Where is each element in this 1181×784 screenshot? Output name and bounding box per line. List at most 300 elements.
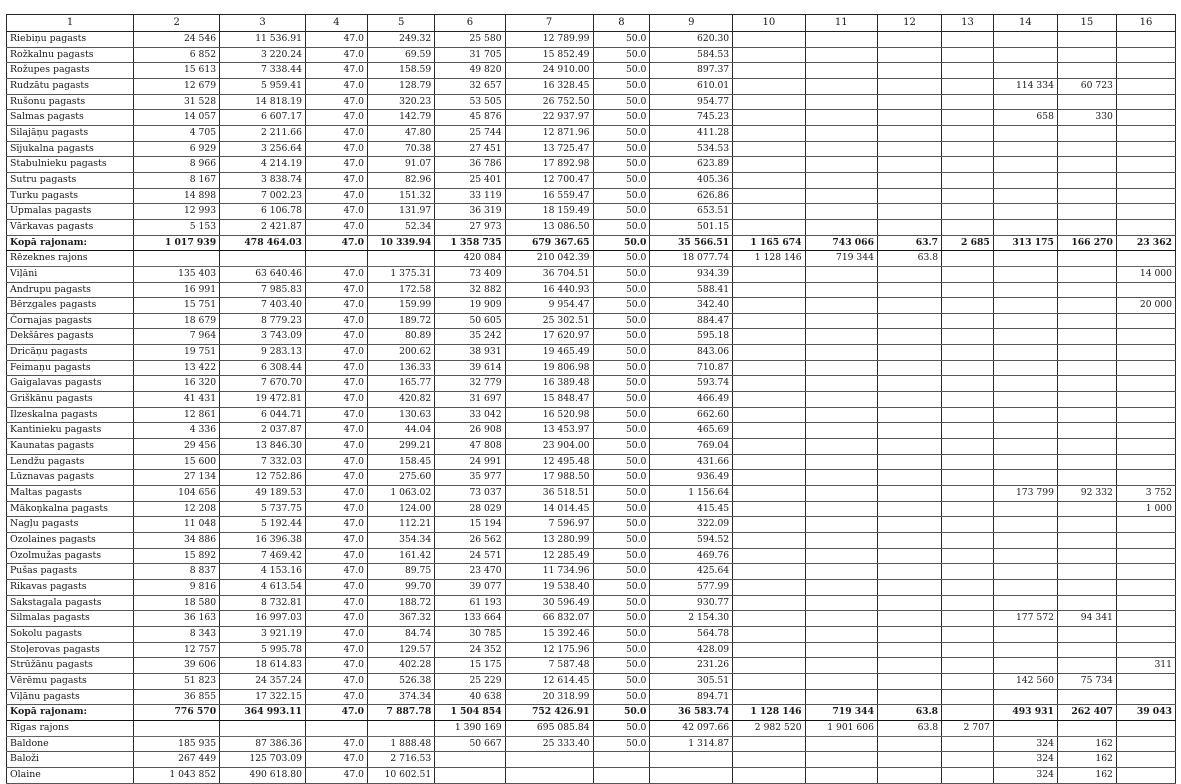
value-cell-col-15 bbox=[1057, 345, 1116, 361]
value-cell-col-10 bbox=[733, 673, 805, 689]
value-cell-col-12 bbox=[877, 501, 941, 517]
value-cell-col-13 bbox=[942, 626, 994, 642]
value-cell-col-4: 47.0 bbox=[305, 579, 367, 595]
value-cell-col-3: 5 192.44 bbox=[220, 517, 306, 533]
value-cell-col-6: 32 657 bbox=[435, 78, 505, 94]
value-cell-col-14 bbox=[993, 564, 1057, 580]
value-cell-col-8: 50.0 bbox=[593, 579, 650, 595]
value-cell-col-7: 12 175.96 bbox=[505, 642, 593, 658]
value-cell-col-3: 364 993.11 bbox=[220, 705, 306, 721]
value-cell-col-16 bbox=[1116, 611, 1175, 627]
value-cell-col-9: 501.15 bbox=[650, 219, 733, 235]
value-cell-col-5: 130.63 bbox=[368, 407, 435, 423]
value-cell-col-16: 20 000 bbox=[1116, 298, 1175, 314]
value-cell-col-14 bbox=[993, 266, 1057, 282]
value-cell-col-12: 63.7 bbox=[877, 235, 941, 251]
value-cell-col-13 bbox=[942, 564, 994, 580]
value-cell-col-10 bbox=[733, 32, 805, 48]
table-row bbox=[7, 767, 1176, 783]
value-cell-col-6: 50 667 bbox=[435, 736, 505, 752]
value-cell-col-12 bbox=[877, 392, 941, 408]
value-cell-col-5: 158.45 bbox=[368, 454, 435, 470]
value-cell-col-9: 231.26 bbox=[650, 658, 733, 674]
value-cell-col-5: 1 063.02 bbox=[368, 486, 435, 502]
value-cell-col-15 bbox=[1057, 658, 1116, 674]
value-cell-col-9: 710.87 bbox=[650, 360, 733, 376]
value-cell-col-5: 142.79 bbox=[368, 110, 435, 126]
value-cell-col-11 bbox=[805, 454, 877, 470]
value-cell-col-11 bbox=[805, 141, 877, 157]
value-cell-col-16: 311 bbox=[1116, 658, 1175, 674]
column-header-15: 15 bbox=[1057, 15, 1116, 32]
table-row bbox=[7, 32, 1176, 48]
value-cell-col-6: 30 785 bbox=[435, 626, 505, 642]
row-label-cell: Baloži bbox=[7, 752, 134, 768]
value-cell-col-16 bbox=[1116, 329, 1175, 345]
value-cell-col-14 bbox=[993, 407, 1057, 423]
table-row bbox=[7, 157, 1176, 173]
value-cell-col-7: 11 734.96 bbox=[505, 564, 593, 580]
value-cell-col-9: 342.40 bbox=[650, 298, 733, 314]
value-cell-col-3: 125 703.09 bbox=[220, 752, 306, 768]
value-cell-col-5 bbox=[368, 251, 435, 267]
value-cell-col-10 bbox=[733, 689, 805, 705]
value-cell-col-2: 6 852 bbox=[134, 47, 220, 63]
value-cell-col-5: 161.42 bbox=[368, 548, 435, 564]
table-row bbox=[7, 188, 1176, 204]
value-cell-col-3: 7 332.03 bbox=[220, 454, 306, 470]
table-row bbox=[7, 454, 1176, 470]
value-cell-col-7: 12 614.45 bbox=[505, 673, 593, 689]
value-cell-col-14 bbox=[993, 63, 1057, 79]
value-cell-col-12 bbox=[877, 736, 941, 752]
value-cell-col-11 bbox=[805, 47, 877, 63]
value-cell-col-14 bbox=[993, 47, 1057, 63]
value-cell-col-11 bbox=[805, 439, 877, 455]
value-cell-col-10 bbox=[733, 345, 805, 361]
value-cell-col-6: 61 193 bbox=[435, 595, 505, 611]
value-cell-col-13 bbox=[942, 752, 994, 768]
value-cell-col-13 bbox=[942, 454, 994, 470]
value-cell-col-4: 47.0 bbox=[305, 63, 367, 79]
value-cell-col-12 bbox=[877, 407, 941, 423]
value-cell-col-10 bbox=[733, 360, 805, 376]
value-cell-col-7: 15 392.46 bbox=[505, 626, 593, 642]
value-cell-col-16 bbox=[1116, 125, 1175, 141]
value-cell-col-4: 47.0 bbox=[305, 141, 367, 157]
value-cell-col-16 bbox=[1116, 533, 1175, 549]
value-cell-col-11 bbox=[805, 376, 877, 392]
value-cell-col-15 bbox=[1057, 157, 1116, 173]
value-cell-col-6 bbox=[435, 767, 505, 783]
value-cell-col-12: 63.8 bbox=[877, 705, 941, 721]
value-cell-col-6: 25 744 bbox=[435, 125, 505, 141]
table-row bbox=[7, 125, 1176, 141]
value-cell-col-12 bbox=[877, 376, 941, 392]
value-cell-col-5: 84.74 bbox=[368, 626, 435, 642]
value-cell-col-5 bbox=[368, 720, 435, 736]
value-cell-col-10 bbox=[733, 94, 805, 110]
row-label-cell: Dekšāres pagasts bbox=[7, 329, 134, 345]
value-cell-col-3: 8 732.81 bbox=[220, 595, 306, 611]
value-cell-col-10 bbox=[733, 47, 805, 63]
value-cell-col-2: 12 679 bbox=[134, 78, 220, 94]
row-label-cell: Dricāņu pagasts bbox=[7, 345, 134, 361]
value-cell-col-10 bbox=[733, 407, 805, 423]
value-cell-col-12 bbox=[877, 188, 941, 204]
value-cell-col-12 bbox=[877, 219, 941, 235]
value-cell-col-10 bbox=[733, 157, 805, 173]
value-cell-col-11 bbox=[805, 32, 877, 48]
value-cell-col-9: 936.49 bbox=[650, 470, 733, 486]
value-cell-col-5: 320.23 bbox=[368, 94, 435, 110]
table-row bbox=[7, 470, 1176, 486]
value-cell-col-8: 50.0 bbox=[593, 642, 650, 658]
value-cell-col-13 bbox=[942, 360, 994, 376]
value-cell-col-6: 47 808 bbox=[435, 439, 505, 455]
value-cell-col-8: 50.0 bbox=[593, 548, 650, 564]
value-cell-col-14: 177 572 bbox=[993, 611, 1057, 627]
value-cell-col-11 bbox=[805, 63, 877, 79]
value-cell-col-5: 10 339.94 bbox=[368, 235, 435, 251]
value-cell-col-2: 13 422 bbox=[134, 360, 220, 376]
value-cell-col-15 bbox=[1057, 720, 1116, 736]
value-cell-col-15 bbox=[1057, 251, 1116, 267]
value-cell-col-14 bbox=[993, 94, 1057, 110]
table-row bbox=[7, 360, 1176, 376]
value-cell-col-4: 47.0 bbox=[305, 392, 367, 408]
value-cell-col-5: 99.70 bbox=[368, 579, 435, 595]
value-cell-col-5: 82.96 bbox=[368, 172, 435, 188]
value-cell-col-8: 50.0 bbox=[593, 689, 650, 705]
value-cell-col-9: 662.60 bbox=[650, 407, 733, 423]
value-cell-col-11 bbox=[805, 110, 877, 126]
value-cell-col-9: 1 156.64 bbox=[650, 486, 733, 502]
value-cell-col-15: 162 bbox=[1057, 736, 1116, 752]
value-cell-col-2: 14 898 bbox=[134, 188, 220, 204]
value-cell-col-11 bbox=[805, 736, 877, 752]
value-cell-col-13 bbox=[942, 188, 994, 204]
value-cell-col-11 bbox=[805, 172, 877, 188]
value-cell-col-6: 26 562 bbox=[435, 533, 505, 549]
value-cell-col-16 bbox=[1116, 752, 1175, 768]
value-cell-col-14: 173 799 bbox=[993, 486, 1057, 502]
value-cell-col-14 bbox=[993, 720, 1057, 736]
value-cell-col-15 bbox=[1057, 360, 1116, 376]
value-cell-col-14 bbox=[993, 345, 1057, 361]
value-cell-col-13 bbox=[942, 407, 994, 423]
value-cell-col-11 bbox=[805, 94, 877, 110]
value-cell-col-3: 4 214.19 bbox=[220, 157, 306, 173]
value-cell-col-11 bbox=[805, 626, 877, 642]
value-cell-col-11: 719 344 bbox=[805, 251, 877, 267]
value-cell-col-2: 8 837 bbox=[134, 564, 220, 580]
value-cell-col-8: 50.0 bbox=[593, 141, 650, 157]
value-cell-col-8: 50.0 bbox=[593, 125, 650, 141]
value-cell-col-8: 50.0 bbox=[593, 626, 650, 642]
value-cell-col-4 bbox=[305, 720, 367, 736]
table-body bbox=[7, 32, 1176, 784]
value-cell-col-11 bbox=[805, 767, 877, 783]
value-cell-col-4: 47.0 bbox=[305, 626, 367, 642]
row-label-cell: Baldone bbox=[7, 736, 134, 752]
value-cell-col-8: 50.0 bbox=[593, 673, 650, 689]
column-header-5: 5 bbox=[368, 15, 435, 32]
value-cell-col-4: 47.0 bbox=[305, 705, 367, 721]
value-cell-col-11 bbox=[805, 548, 877, 564]
value-cell-col-12 bbox=[877, 454, 941, 470]
value-cell-col-10 bbox=[733, 392, 805, 408]
value-cell-col-13 bbox=[942, 125, 994, 141]
value-cell-col-2: 36 855 bbox=[134, 689, 220, 705]
value-cell-col-14 bbox=[993, 282, 1057, 298]
value-cell-col-4: 47.0 bbox=[305, 47, 367, 63]
value-cell-col-8: 50.0 bbox=[593, 595, 650, 611]
value-cell-col-2: 51 823 bbox=[134, 673, 220, 689]
value-cell-col-13 bbox=[942, 32, 994, 48]
value-cell-col-5: 70.38 bbox=[368, 141, 435, 157]
value-cell-col-3: 3 743.09 bbox=[220, 329, 306, 345]
row-label-cell: Feimaņu pagasts bbox=[7, 360, 134, 376]
value-cell-col-6: 45 876 bbox=[435, 110, 505, 126]
value-cell-col-9: 322.09 bbox=[650, 517, 733, 533]
value-cell-col-2: 6 929 bbox=[134, 141, 220, 157]
value-cell-col-2: 8 966 bbox=[134, 157, 220, 173]
value-cell-col-13 bbox=[942, 204, 994, 220]
value-cell-col-10 bbox=[733, 282, 805, 298]
value-cell-col-8: 50.0 bbox=[593, 611, 650, 627]
value-cell-col-11 bbox=[805, 313, 877, 329]
value-cell-col-15 bbox=[1057, 626, 1116, 642]
table-row bbox=[7, 579, 1176, 595]
value-cell-col-12 bbox=[877, 78, 941, 94]
value-cell-col-12 bbox=[877, 579, 941, 595]
value-cell-col-3 bbox=[220, 251, 306, 267]
value-cell-col-14 bbox=[993, 423, 1057, 439]
value-cell-col-16 bbox=[1116, 673, 1175, 689]
value-cell-col-16 bbox=[1116, 32, 1175, 48]
row-label-cell: Rudzātu pagasts bbox=[7, 78, 134, 94]
value-cell-col-16: 14 000 bbox=[1116, 266, 1175, 282]
value-cell-col-16 bbox=[1116, 720, 1175, 736]
value-cell-col-16 bbox=[1116, 141, 1175, 157]
value-cell-col-8: 50.0 bbox=[593, 32, 650, 48]
value-cell-col-14: 142 560 bbox=[993, 673, 1057, 689]
value-cell-col-2: 29 456 bbox=[134, 439, 220, 455]
row-label-cell: Ozolmužas pagasts bbox=[7, 548, 134, 564]
value-cell-col-5: 275.60 bbox=[368, 470, 435, 486]
value-cell-col-5: 374.34 bbox=[368, 689, 435, 705]
value-cell-col-13 bbox=[942, 501, 994, 517]
value-cell-col-15: 330 bbox=[1057, 110, 1116, 126]
value-cell-col-8: 50.0 bbox=[593, 172, 650, 188]
value-cell-col-7: 36 704.51 bbox=[505, 266, 593, 282]
value-cell-col-7: 16 559.47 bbox=[505, 188, 593, 204]
value-cell-col-5: 165.77 bbox=[368, 376, 435, 392]
value-cell-col-6: 35 242 bbox=[435, 329, 505, 345]
value-cell-col-3: 478 464.03 bbox=[220, 235, 306, 251]
value-cell-col-7: 25 333.40 bbox=[505, 736, 593, 752]
value-cell-col-8: 50.0 bbox=[593, 517, 650, 533]
value-cell-col-14 bbox=[993, 533, 1057, 549]
row-label-cell: Vērēmu pagasts bbox=[7, 673, 134, 689]
value-cell-col-8: 50.0 bbox=[593, 63, 650, 79]
value-cell-col-6: 49 820 bbox=[435, 63, 505, 79]
value-cell-col-13 bbox=[942, 642, 994, 658]
value-cell-col-4: 47.0 bbox=[305, 752, 367, 768]
value-cell-col-13 bbox=[942, 595, 994, 611]
value-cell-col-11 bbox=[805, 125, 877, 141]
value-cell-col-7: 26 752.50 bbox=[505, 94, 593, 110]
value-cell-col-11 bbox=[805, 188, 877, 204]
value-cell-col-15 bbox=[1057, 329, 1116, 345]
value-cell-col-6: 1 504 854 bbox=[435, 705, 505, 721]
value-cell-col-9: 653.51 bbox=[650, 204, 733, 220]
value-cell-col-12 bbox=[877, 673, 941, 689]
value-cell-col-14 bbox=[993, 141, 1057, 157]
value-cell-col-2: 135 403 bbox=[134, 266, 220, 282]
table-row bbox=[7, 423, 1176, 439]
value-cell-col-7: 12 700.47 bbox=[505, 172, 593, 188]
value-cell-col-7: 12 285.49 bbox=[505, 548, 593, 564]
value-cell-col-4: 47.0 bbox=[305, 94, 367, 110]
row-label-cell: Sījukalna pagasts bbox=[7, 141, 134, 157]
value-cell-col-14 bbox=[993, 219, 1057, 235]
value-cell-col-16 bbox=[1116, 110, 1175, 126]
value-cell-col-4: 47.0 bbox=[305, 313, 367, 329]
value-cell-col-14 bbox=[993, 172, 1057, 188]
value-cell-col-12 bbox=[877, 626, 941, 642]
value-cell-col-14 bbox=[993, 251, 1057, 267]
value-cell-col-13 bbox=[942, 298, 994, 314]
value-cell-col-8: 50.0 bbox=[593, 47, 650, 63]
row-label-cell: Olaine bbox=[7, 767, 134, 783]
value-cell-col-10 bbox=[733, 548, 805, 564]
value-cell-col-16 bbox=[1116, 767, 1175, 783]
row-label-cell: Stabulnieku pagasts bbox=[7, 157, 134, 173]
value-cell-col-12 bbox=[877, 767, 941, 783]
value-cell-col-10 bbox=[733, 767, 805, 783]
value-cell-col-3: 5 737.75 bbox=[220, 501, 306, 517]
value-cell-col-6: 24 991 bbox=[435, 454, 505, 470]
value-cell-col-11 bbox=[805, 595, 877, 611]
value-cell-col-16 bbox=[1116, 439, 1175, 455]
value-cell-col-10 bbox=[733, 595, 805, 611]
row-label-cell: Bērzgales pagasts bbox=[7, 298, 134, 314]
value-cell-col-10 bbox=[733, 376, 805, 392]
value-cell-col-9: 594.52 bbox=[650, 533, 733, 549]
value-cell-col-5: 2 716.53 bbox=[368, 752, 435, 768]
total-row bbox=[7, 235, 1176, 251]
value-cell-col-6: 53 505 bbox=[435, 94, 505, 110]
value-cell-col-3: 3 220.24 bbox=[220, 47, 306, 63]
value-cell-col-4: 47.0 bbox=[305, 736, 367, 752]
value-cell-col-13 bbox=[942, 251, 994, 267]
value-cell-col-7: 16 440.93 bbox=[505, 282, 593, 298]
value-cell-col-5: 158.59 bbox=[368, 63, 435, 79]
table-row bbox=[7, 439, 1176, 455]
value-cell-col-16 bbox=[1116, 642, 1175, 658]
value-cell-col-14 bbox=[993, 595, 1057, 611]
column-header-9: 9 bbox=[650, 15, 733, 32]
value-cell-col-12 bbox=[877, 329, 941, 345]
value-cell-col-10 bbox=[733, 454, 805, 470]
value-cell-col-12 bbox=[877, 204, 941, 220]
table-row bbox=[7, 94, 1176, 110]
value-cell-col-3: 6 607.17 bbox=[220, 110, 306, 126]
value-cell-col-3 bbox=[220, 720, 306, 736]
value-cell-col-10 bbox=[733, 579, 805, 595]
value-cell-col-11: 1 901 606 bbox=[805, 720, 877, 736]
value-cell-col-12: 63.8 bbox=[877, 251, 941, 267]
table-row bbox=[7, 752, 1176, 768]
value-cell-col-4 bbox=[305, 251, 367, 267]
value-cell-col-9: 894.71 bbox=[650, 689, 733, 705]
value-cell-col-10 bbox=[733, 626, 805, 642]
value-cell-col-15: 162 bbox=[1057, 767, 1116, 783]
municipal-data-table bbox=[6, 14, 1176, 784]
district-row bbox=[7, 251, 1176, 267]
value-cell-col-9: 610.01 bbox=[650, 78, 733, 94]
value-cell-col-10 bbox=[733, 439, 805, 455]
table-row bbox=[7, 172, 1176, 188]
value-cell-col-3: 4 153.16 bbox=[220, 564, 306, 580]
value-cell-col-8: 50.0 bbox=[593, 470, 650, 486]
value-cell-col-13 bbox=[942, 658, 994, 674]
value-cell-col-3: 24 357.24 bbox=[220, 673, 306, 689]
value-cell-col-7: 9 954.47 bbox=[505, 298, 593, 314]
value-cell-col-11 bbox=[805, 611, 877, 627]
table-row bbox=[7, 642, 1176, 658]
value-cell-col-14: 324 bbox=[993, 752, 1057, 768]
table-row bbox=[7, 689, 1176, 705]
value-cell-col-10 bbox=[733, 266, 805, 282]
value-cell-col-3: 7 670.70 bbox=[220, 376, 306, 392]
value-cell-col-14 bbox=[993, 689, 1057, 705]
value-cell-col-9: 411.28 bbox=[650, 125, 733, 141]
column-header-2: 2 bbox=[134, 15, 220, 32]
value-cell-col-10 bbox=[733, 658, 805, 674]
table-row bbox=[7, 204, 1176, 220]
value-cell-col-7: 695 085.84 bbox=[505, 720, 593, 736]
value-cell-col-4: 47.0 bbox=[305, 157, 367, 173]
value-cell-col-10 bbox=[733, 329, 805, 345]
value-cell-col-6: 28 029 bbox=[435, 501, 505, 517]
value-cell-col-4: 47.0 bbox=[305, 689, 367, 705]
value-cell-col-12 bbox=[877, 47, 941, 63]
row-label-cell: Čornajas pagasts bbox=[7, 313, 134, 329]
value-cell-col-4: 47.0 bbox=[305, 266, 367, 282]
value-cell-col-3: 2 037.87 bbox=[220, 423, 306, 439]
value-cell-col-5: 188.72 bbox=[368, 595, 435, 611]
table-row bbox=[7, 626, 1176, 642]
value-cell-col-2: 12 861 bbox=[134, 407, 220, 423]
value-cell-col-8: 50.0 bbox=[593, 219, 650, 235]
value-cell-col-15: 60 723 bbox=[1057, 78, 1116, 94]
value-cell-col-6: 15 194 bbox=[435, 517, 505, 533]
value-cell-col-15 bbox=[1057, 454, 1116, 470]
value-cell-col-4: 47.0 bbox=[305, 673, 367, 689]
value-cell-col-9: 534.53 bbox=[650, 141, 733, 157]
value-cell-col-11 bbox=[805, 78, 877, 94]
value-cell-col-2: 31 528 bbox=[134, 94, 220, 110]
value-cell-col-8: 50.0 bbox=[593, 360, 650, 376]
value-cell-col-2: 24 546 bbox=[134, 32, 220, 48]
value-cell-col-7: 13 280.99 bbox=[505, 533, 593, 549]
value-cell-col-15: 94 341 bbox=[1057, 611, 1116, 627]
value-cell-col-4: 47.0 bbox=[305, 188, 367, 204]
value-cell-col-12 bbox=[877, 32, 941, 48]
